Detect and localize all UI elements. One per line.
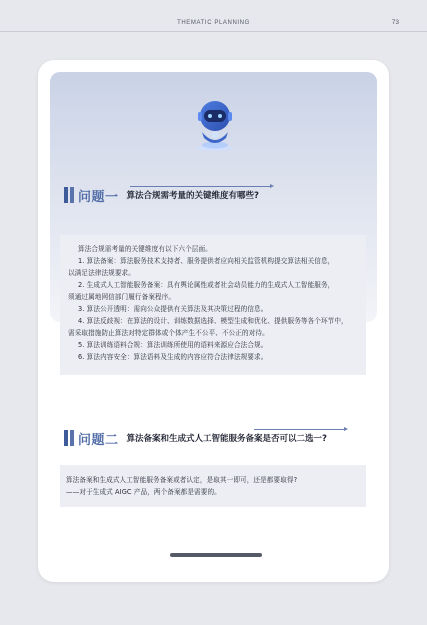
header-divider bbox=[0, 31, 427, 32]
answer-1-item-1-cont: 以满足法律法规要求。 bbox=[68, 269, 135, 277]
answer-1-item-1: 1. 算法备案：算法服务技术支持者、服务提供者应向相关监管机构提交算法相关信息， bbox=[78, 257, 335, 265]
question-1-heading bbox=[64, 184, 259, 206]
answer-1-item-5: 5. 算法训练语料合规：算法训练所使用的语料来源应合法合规。 bbox=[78, 341, 268, 349]
question-2-tag: 问题二 bbox=[78, 432, 119, 448]
answer-2-line-2: ——对于生成式 AIGC 产品，两个备案都是需要的。 bbox=[66, 488, 221, 496]
answer-1-item-3: 3. 算法公开透明：需向公众提供有关算法及其决策过程的信息。 bbox=[78, 305, 268, 313]
page-header bbox=[0, 0, 427, 40]
question-2-heading bbox=[64, 427, 327, 449]
answer-2-panel bbox=[60, 465, 366, 507]
question-2-arrow-line bbox=[254, 429, 346, 430]
heading-bar-icon bbox=[64, 187, 74, 203]
question-1-tag: 问题一 bbox=[78, 189, 119, 205]
answer-2-line-1: 算法备案和生成式人工智能服务备案或者认定，是取其一即可，还是都要取得? bbox=[66, 476, 298, 484]
question-1-text: 算法合规需考量的关键维度有哪些? bbox=[126, 191, 259, 201]
answer-1-item-6: 6. 算法内容安全：算法语料及生成的内容应符合法律法规要求。 bbox=[78, 353, 268, 361]
answer-1-item-4: 4. 算法反歧视：在算法的设计、训练数据选择、模型生成和优化、提供服务等各个环节中， bbox=[78, 317, 348, 325]
page-number: 73 bbox=[391, 19, 399, 26]
answer-1-panel bbox=[60, 235, 366, 375]
answer-1-item-2-cont: 须通过属地网信部门履行备案程序。 bbox=[68, 293, 176, 301]
heading-bar-icon bbox=[64, 430, 74, 446]
question-1-arrow-line bbox=[130, 186, 272, 187]
scrollbar[interactable] bbox=[170, 553, 262, 557]
content-card bbox=[38, 60, 389, 582]
answer-1-item-4-cont: 需采取措施防止算法对特定群体或个体产生不公平、不公正的对待。 bbox=[68, 329, 269, 337]
robot-icon bbox=[192, 98, 238, 152]
header-title: THEMATIC PLANNING bbox=[177, 20, 250, 26]
question-2-text: 算法备案和生成式人工智能服务备案是否可以二选一? bbox=[126, 434, 327, 444]
answer-1-intro: 算法合规需考量的关键维度有以下六个层面。 bbox=[78, 245, 212, 253]
answer-1-item-2: 2. 生成式人工智能服务备案：具有舆论属性或者社会动员能力的生成式人工智能服务， bbox=[78, 281, 335, 289]
